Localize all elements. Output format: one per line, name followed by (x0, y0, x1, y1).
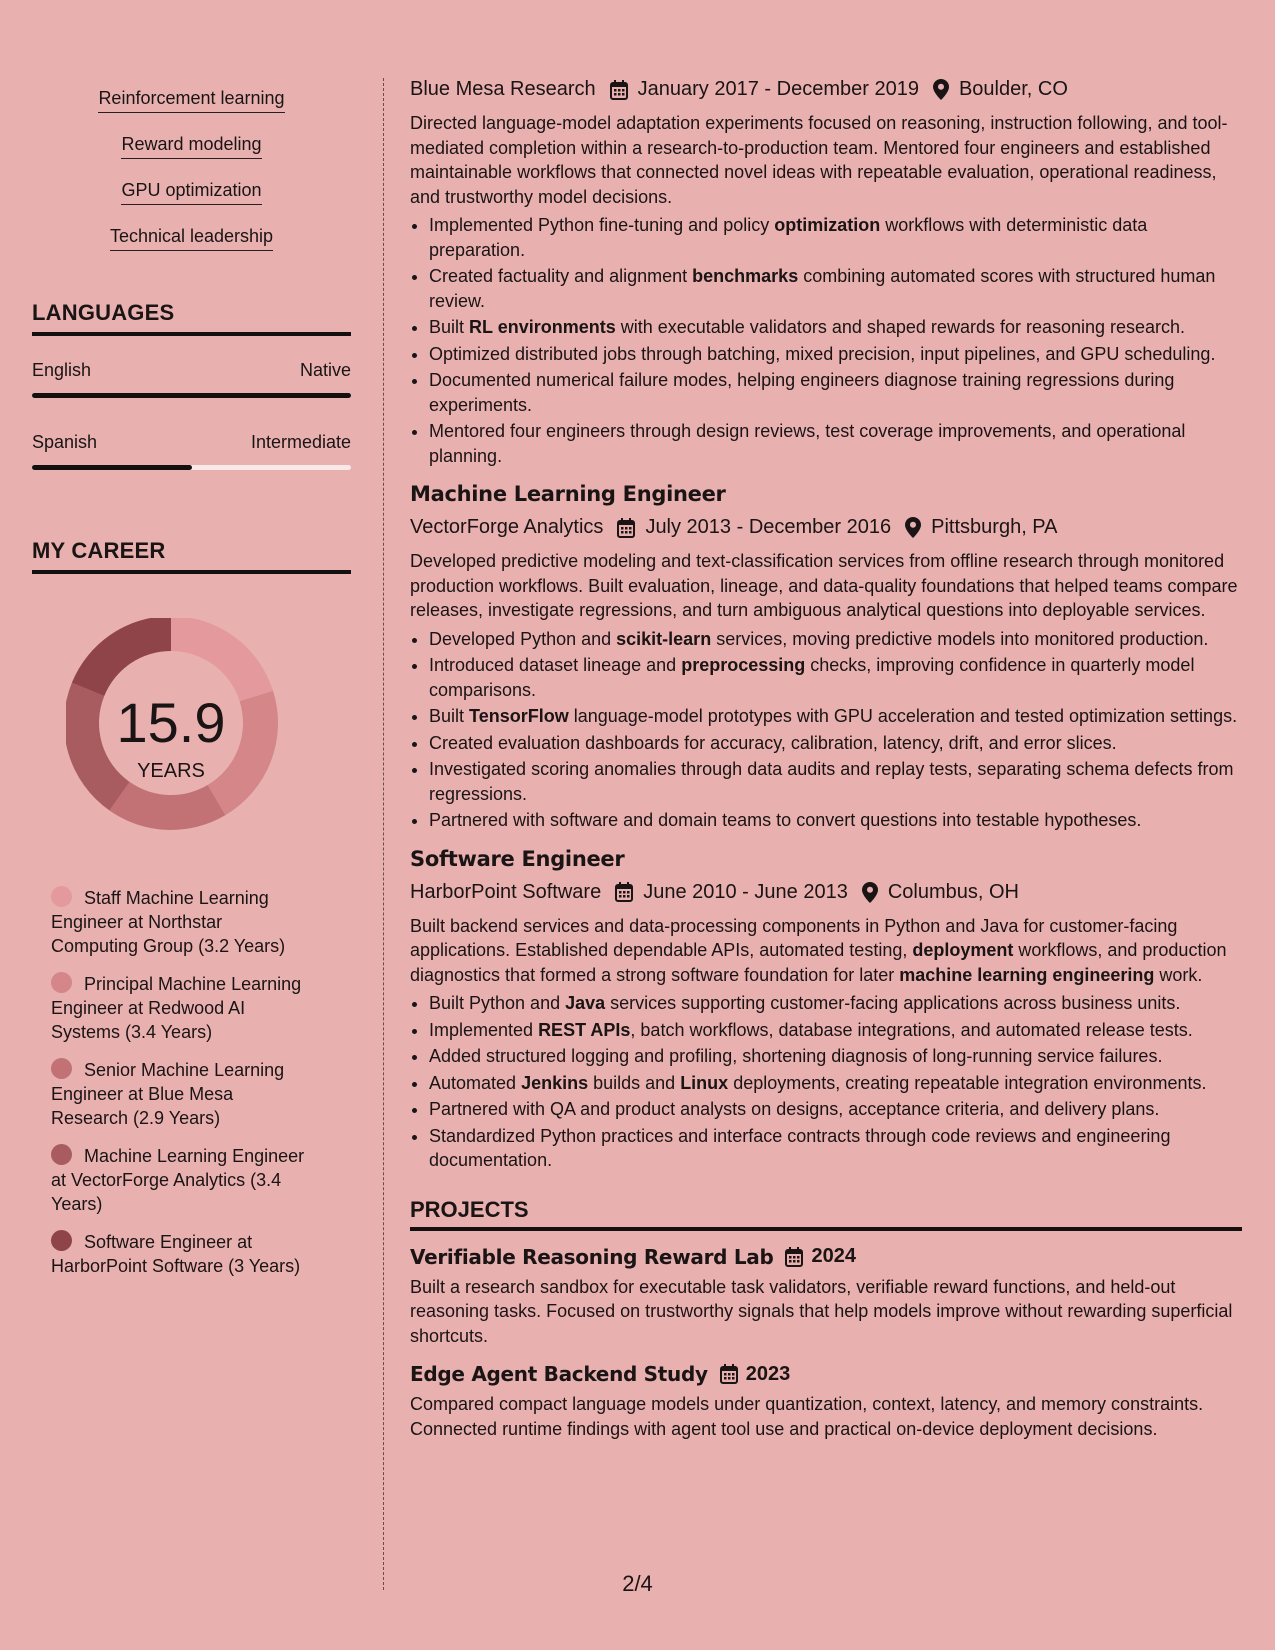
bold-term: optimization (774, 215, 881, 235)
legend-dot (51, 1230, 72, 1251)
language-row (32, 432, 351, 470)
bullet-item: • Added structured logging and profiling, shortening diagnosis of long-running service failures. (429, 1044, 1242, 1069)
bold-term: RL environments (469, 317, 616, 337)
skills-list (32, 78, 351, 262)
company-name: VectorForge Analytics (410, 516, 604, 538)
language-bar (32, 465, 351, 470)
bullet-item: • Built RL environments with executable validators and shaped rewards for reasoning research. (429, 315, 1242, 340)
calendar-icon (610, 80, 628, 100)
language-bar-fill (32, 393, 351, 398)
job-description: Developed predictive modeling and text-classification services from offline research through monitored production workflows. Built evaluation, lineage, and data-quality foundations that helped teams compare releases, investigate regressions, and turn ambiguous analytical questions into deployable services. (410, 551, 1238, 620)
project-entry (410, 1362, 1242, 1441)
job-bullets (429, 991, 1242, 1173)
job-dates: January 2017 - December 2019 (637, 78, 919, 100)
projects-heading: PROJECTS (410, 1197, 1242, 1231)
project-entry (410, 1245, 1242, 1349)
bullet-item: • Standardized Python practices and interface contracts through code reviews and engineering documentation. (429, 1124, 1242, 1173)
legend-item (51, 1230, 312, 1278)
bullet-item: • Investigated scoring anomalies through data audits and replay tests, separating schema defects from regressions. (429, 757, 1242, 806)
job-entry (410, 847, 1242, 1173)
calendar-icon (785, 1247, 803, 1267)
bullet-item: • Created factuality and alignment benchmarks combining automated scores with structured human review. (429, 264, 1242, 313)
legend-label: Software Engineer at HarborPoint Software (3 Years) (51, 1232, 301, 1276)
project-title: Edge Agent Backend Study (410, 1362, 708, 1386)
bold-term: deployment (912, 940, 1014, 960)
bullet-item: • Mentored four engineers through design reviews, test coverage improvements, and operational planning. (429, 419, 1242, 468)
legend-dot (51, 886, 72, 907)
bold-term: Java (565, 993, 606, 1013)
legend-dot (51, 972, 72, 993)
bold-term: REST APIs (538, 1019, 631, 1040)
legend-dot (51, 1058, 72, 1079)
bullet-item: • Implemented Python fine-tuning and policy optimization workflows with deterministic data preparation. (429, 213, 1242, 262)
bullet-item: • Built Python and Java services supporting customer-facing applications across business units. (429, 991, 1242, 1016)
job-description: Built backend services and data-processing components in Python and Java for customer-facing applications. Established dependable APIs, automated testing, deployment workflows, and production diagnostics that formed a strong software foundation for later machine learning engineering work. (410, 915, 1227, 985)
map-pin-icon (933, 79, 949, 100)
project-year: 2024 (811, 1245, 856, 1267)
bullet-item: • Optimized distributed jobs through batching, mixed precision, input pipelines, and GPU scheduling. (429, 342, 1242, 367)
job-description: Directed language-model adaptation experiments focused on reasoning, instruction following, and tool-mediated completion within a research-to-production team. Mentored four engineers and established maintainable workflows that connected novel ideas with repeatable evaluation, operational readiness, and trustworthy model decisions. (410, 113, 1228, 207)
main-content (410, 78, 1242, 1441)
language-bar (32, 393, 351, 398)
language-row (32, 360, 351, 398)
career-section (32, 538, 351, 1278)
bullet-item: • Automated Jenkins builds and Linux deployments, creating repeatable integration environments. (429, 1071, 1242, 1096)
job-location: Columbus, OH (887, 880, 1019, 903)
job-dates: July 2013 - December 2016 (645, 516, 892, 538)
bullet-item: • Developed Python and scikit-learn services, moving predictive models into monitored production. (429, 627, 1242, 652)
map-pin-icon (905, 517, 921, 538)
legend-item (51, 972, 312, 1044)
job-entry (410, 78, 1242, 468)
map-pin-icon (862, 882, 878, 903)
job-bullets (429, 213, 1242, 468)
skill-tag: Reinforcement learning (98, 88, 284, 113)
page-number: 2/4 (622, 1571, 653, 1596)
job-meta (410, 78, 1242, 101)
job-dates: June 2010 - June 2013 (643, 880, 848, 903)
language-bar-fill (32, 465, 192, 470)
bold-term: Jenkins (521, 1072, 589, 1093)
bullet-item: • Introduced dataset lineage and preprocessing checks, improving confidence in quarterly model comparisons. (429, 653, 1242, 702)
legend-label: Machine Learning Engineer at VectorForge Analytics (3.4 Years) (51, 1146, 305, 1214)
career-heading: MY CAREER (32, 538, 351, 574)
legend-item (51, 1144, 312, 1216)
sidebar (32, 78, 351, 1292)
project-description: Built a research sandbox for executable task validators, verifiable reward functions, and held-out reasoning tasks. Focused on trustworthy signals that help models improve without rewarding superficial shortcuts. (410, 1276, 1233, 1346)
bold-term: scikit-learn (616, 628, 712, 649)
job-entry (410, 482, 1242, 833)
job-meta (410, 516, 1242, 539)
legend-item (51, 886, 312, 958)
donut-segment (72, 618, 171, 696)
legend-item (51, 1058, 312, 1130)
projects-list (410, 1245, 1242, 1442)
bold-term: Linux (680, 1072, 729, 1093)
calendar-icon (720, 1364, 738, 1384)
language-name: English (32, 360, 92, 380)
company-name: Blue Mesa Research (410, 78, 596, 100)
project-header (410, 1362, 1242, 1386)
project-header (410, 1245, 1242, 1269)
bold-term: TensorFlow (469, 706, 569, 726)
bullet-item: • Documented numerical failure modes, helping engineers diagnose training regressions during experiments. (429, 368, 1242, 417)
career-total-years: 15.9 (116, 691, 226, 754)
bold-term: preprocessing (681, 655, 806, 675)
career-donut-chart (66, 618, 296, 848)
bullet-item: • Partnered with QA and product analysts on designs, acceptance criteria, and delivery plans. (429, 1097, 1242, 1122)
legend-label: Principal Machine Learning Engineer at Redwood AI Systems (3.4 Years) (51, 974, 302, 1042)
job-location: Pittsburgh, PA (931, 516, 1058, 538)
donut-segment (109, 782, 225, 830)
bullet-item: • Created evaluation dashboards for accuracy, calibration, latency, drift, and error slices. (429, 731, 1242, 756)
bullet-item: • Partnered with software and domain teams to convert questions into testable hypotheses. (429, 808, 1242, 833)
project-description: Compared compact language models under quantization, context, latency, and memory constraints. Connected runtime findings with agent tool use and practical on-device deployment decisions. (410, 1394, 1204, 1439)
job-title: Software Engineer (410, 846, 625, 871)
bullet-item: • Implemented REST APIs, batch workflows, database integrations, and automated release tests. (429, 1018, 1242, 1043)
job-meta (410, 881, 1242, 904)
language-level: Native (299, 360, 351, 380)
job-bullets (429, 627, 1242, 833)
experience-list (410, 78, 1242, 1173)
project-year: 2023 (745, 1362, 791, 1385)
bold-term: machine learning engineering (899, 964, 1155, 985)
job-title: Machine Learning Engineer (410, 482, 726, 506)
skill-tag: Technical leadership (110, 226, 273, 251)
legend-label: Staff Machine Learning Engineer at Northstar Computing Group (3.2 Years) (51, 888, 286, 956)
calendar-icon (617, 518, 635, 538)
languages-heading: LANGUAGES (32, 300, 351, 336)
job-location: Boulder, CO (958, 78, 1068, 100)
bullet-item: • Built TensorFlow language-model prototypes with GPU acceleration and tested optimization settings. (429, 704, 1242, 729)
legend-label: Senior Machine Learning Engineer at Blue Mesa Research (2.9 Years) (51, 1060, 285, 1128)
career-unit: YEARS (137, 760, 205, 782)
skill-tag: Reward modeling (121, 134, 261, 159)
company-name: HarborPoint Software (410, 880, 602, 903)
donut-segment (171, 618, 273, 701)
career-legend (32, 886, 312, 1278)
language-level: Intermediate (250, 432, 351, 452)
legend-dot (51, 1144, 72, 1165)
skill-tag: GPU optimization (121, 180, 261, 205)
bold-term: benchmarks (692, 266, 799, 286)
calendar-icon (615, 882, 633, 902)
column-divider (383, 78, 384, 1590)
project-title: Verifiable Reasoning Reward Lab (410, 1244, 774, 1269)
languages-section (32, 300, 351, 470)
language-name: Spanish (32, 432, 98, 452)
